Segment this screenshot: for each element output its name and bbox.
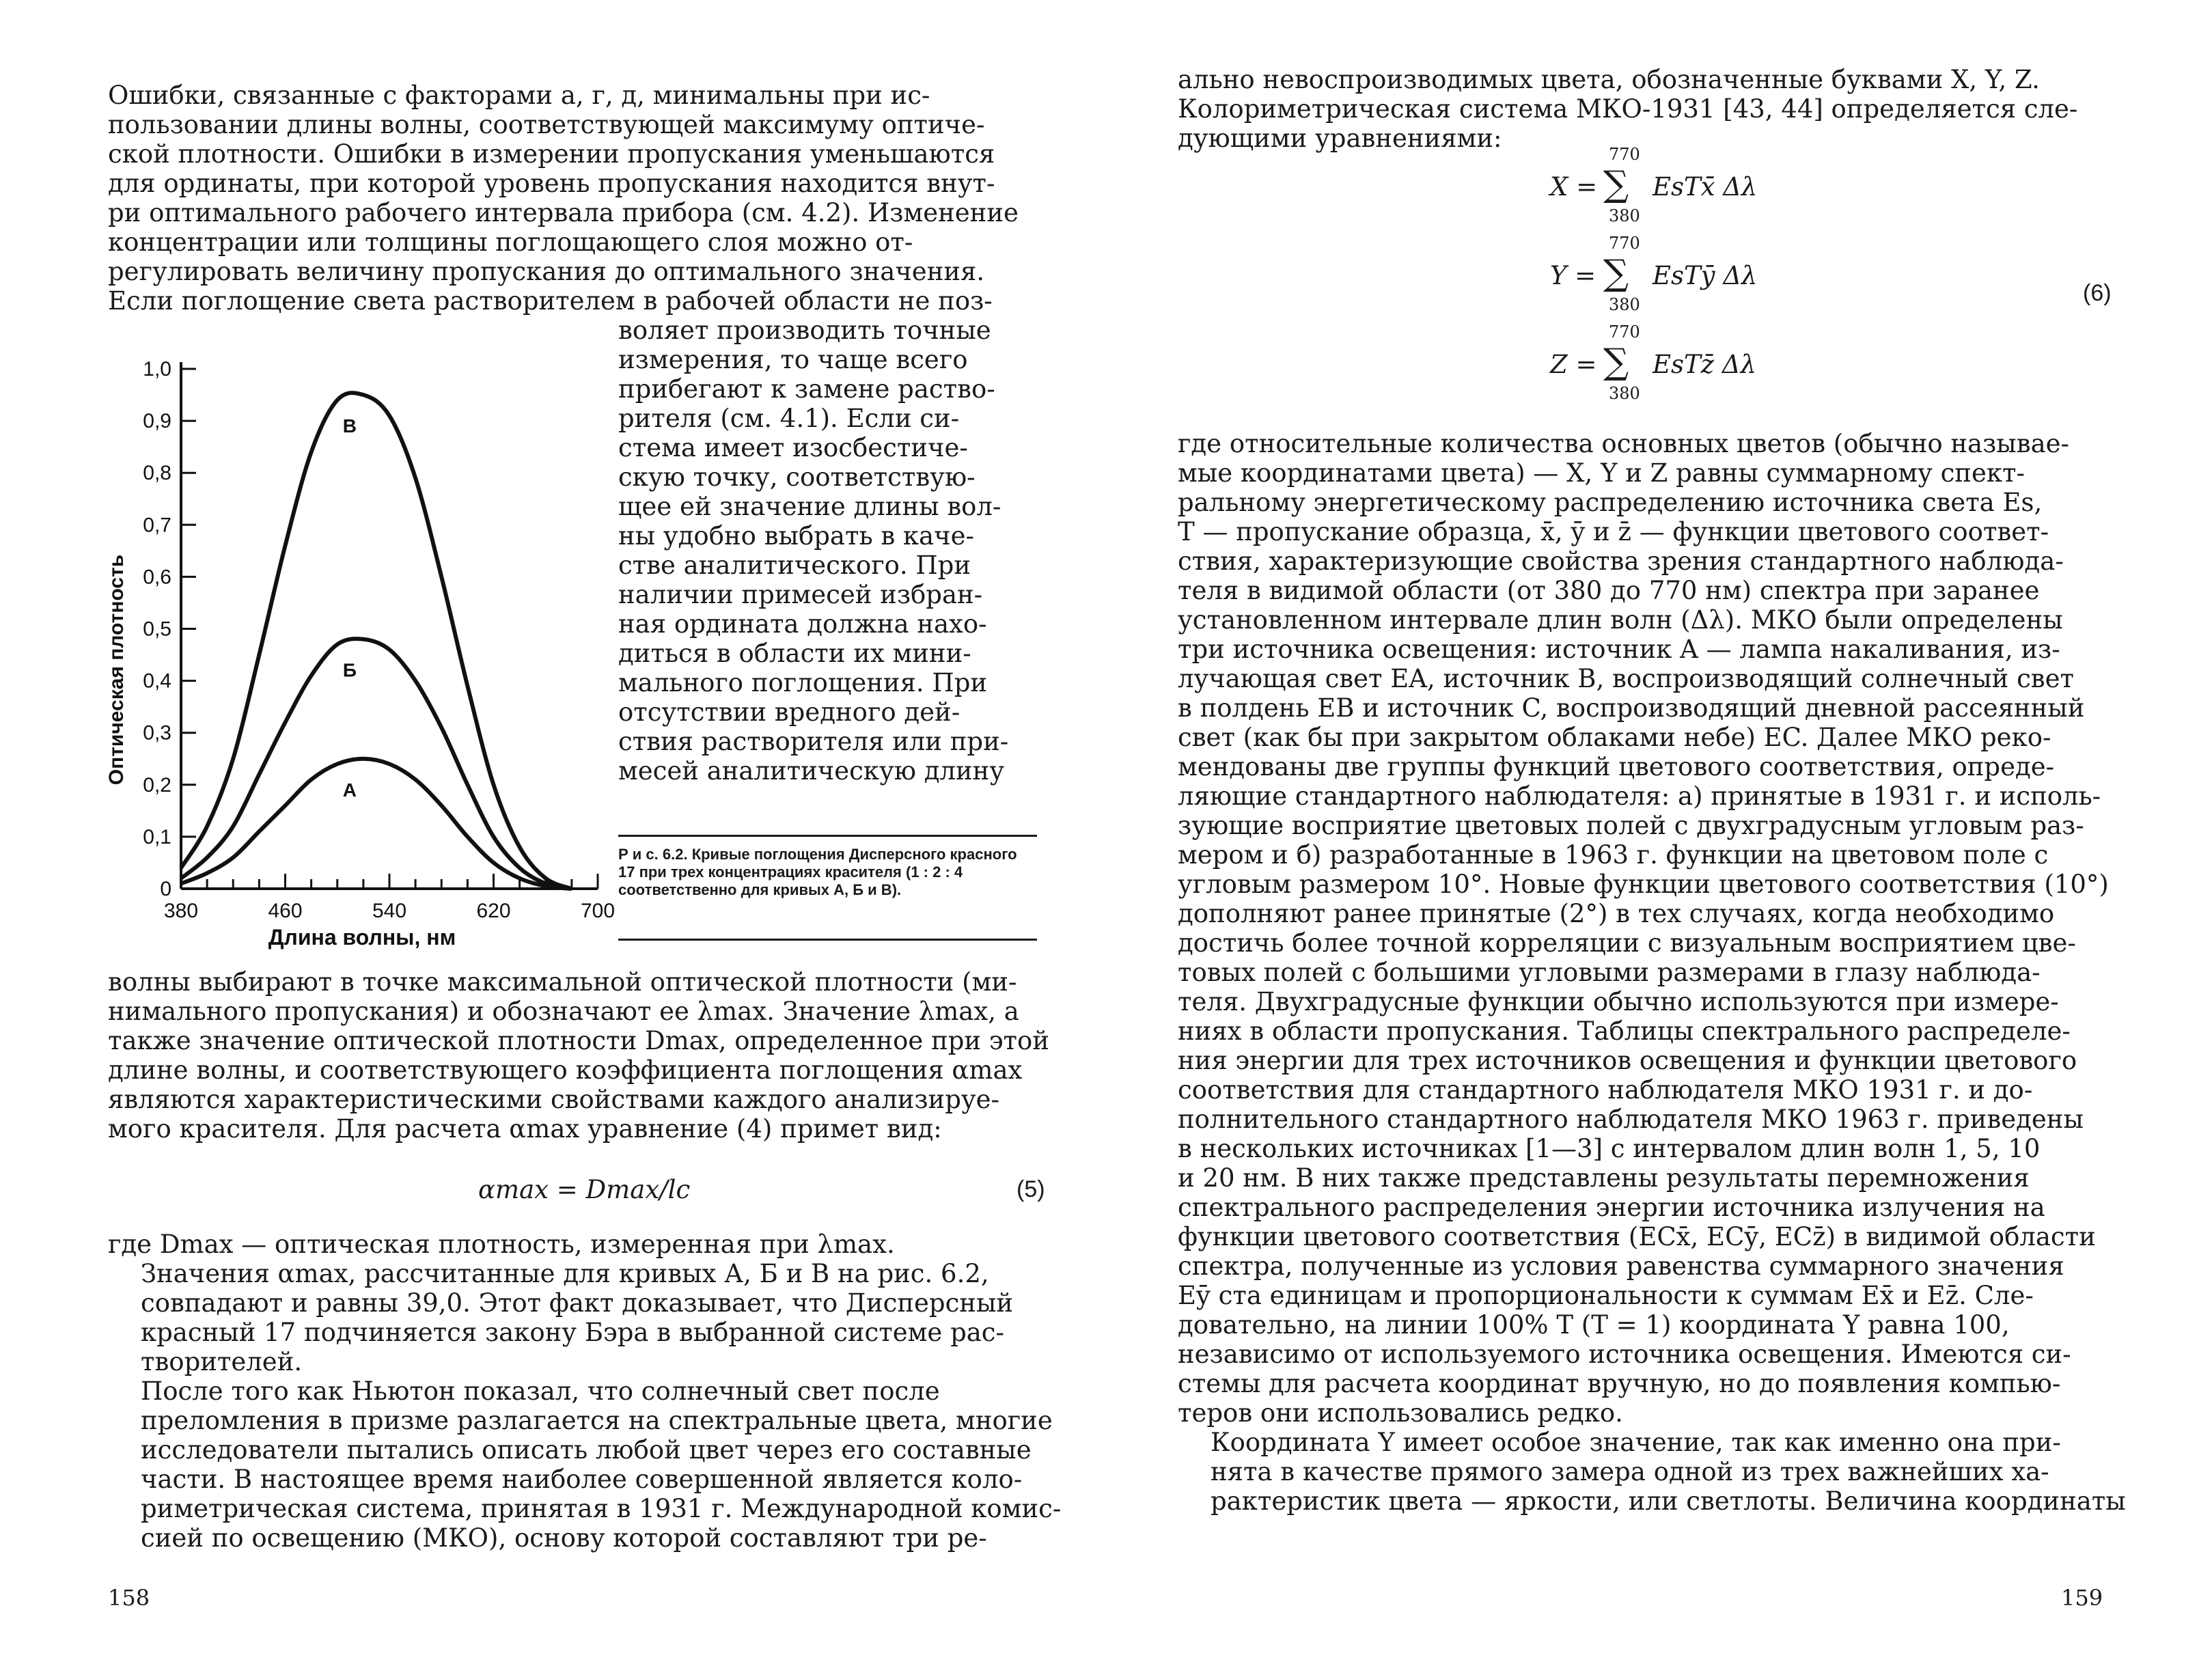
text-line: наличии примесей избран- — [618, 580, 983, 609]
text-line: достичь более точной корреляции с визуальным восприятием цве- — [1178, 928, 2076, 958]
text-line: мендованы две группы функций цветового соответствия, опреде- — [1178, 752, 2055, 781]
y-tick-label: 0 — [160, 878, 171, 900]
y-axis-label: Оптическая плотность — [105, 554, 128, 786]
y-tick-label: 0,7 — [143, 514, 171, 537]
para2 — [108, 1259, 1037, 1376]
text-line: красный 17 подчиняется закону Бэра в выбранной системе рас- — [141, 1318, 1005, 1347]
y-tick-label: 0,6 — [143, 566, 171, 589]
body-lines — [1178, 429, 2120, 1428]
last-paragraph — [1178, 1428, 2126, 1516]
text-line: части. В настоящее время наиболее совершенной является коло- — [141, 1465, 1023, 1494]
text-line: функции цветового соответствия (ECx̄, ECȳ, ECz̄) в видимой области — [1178, 1222, 2096, 1251]
text-line: соответствия для стандартного наблюдателя МКО 1931 г. и до- — [1178, 1075, 2033, 1105]
text-line: отсутствии вредного дей- — [618, 697, 960, 727]
equation-6-body: EsTz̄ Δλ — [1653, 350, 1757, 379]
text-line: свет (как бы при закрытом облаками небе) EC. Далее МКО реко- — [1178, 723, 2051, 752]
text-line: три источника освещения: источник A — лампа накаливания, из- — [1178, 635, 2060, 664]
text-line: мые координатами цвета) — X, Y и Z равны суммарному спект- — [1178, 458, 2025, 488]
equation-5: αmax = Dmax/lc — [478, 1175, 691, 1204]
sum-upper-limit: 770 — [1609, 322, 1640, 342]
side-lines — [618, 316, 1037, 786]
text-line: ния энергии для трех источников освещения и функции цветового — [1178, 1046, 2077, 1075]
after-figure-paragraph — [108, 967, 1049, 1144]
sum-lower-limit: 380 — [1609, 384, 1640, 403]
sum-upper-limit: 770 — [1609, 234, 1640, 253]
y-tick-label: 0,3 — [143, 721, 171, 745]
text-line: длине волны, и соответствующего коэффициента поглощения αmax — [108, 1055, 1023, 1085]
text-line: мером и б) разработанные в 1963 г. функции на цветовом поле с — [1178, 840, 2049, 870]
text-line: воляет производить точные — [618, 316, 991, 345]
y-tick-label: 1,0 — [143, 358, 171, 380]
text-line: пользовании длины волны, соответствующей максимуму оптиче- — [108, 110, 985, 139]
text-line: независимо от используемого источника освещения. Имеются си- — [1178, 1340, 2071, 1369]
caption-rule-bottom — [618, 939, 1037, 941]
text-line: мого красителя. Для расчета αmax уравнение (4) примет вид: — [108, 1114, 942, 1144]
text-line: концентрации или толщины поглощающего слоя можно от- — [108, 227, 913, 257]
text-line: скую точку, соответствую- — [618, 462, 976, 492]
text-line: щее ей значение длины вол- — [618, 492, 1001, 521]
text-line: угловым размером 10°. Новые функции цветового соответствия (10°) — [1178, 870, 2109, 899]
sum-lower-limit: 380 — [1609, 295, 1640, 314]
y-tick-label: 0,4 — [143, 669, 171, 693]
series-label: В — [342, 415, 357, 437]
text-line: рактеристик цвета — яркости, или светлоты. Величина координаты — [1211, 1486, 2126, 1516]
text-line: где относительные количества основных цветов (обычно называе- — [1178, 429, 2070, 458]
text-line: довательно, на линии 100% T (T = 1) координата Y равна 100, — [1178, 1310, 2010, 1340]
text-line: в полдень EB и источник C, воспроизводящий дневной рассеянный — [1178, 693, 2085, 723]
text-line: измерения, то чаще всего — [618, 345, 968, 374]
intro-lines — [108, 81, 1037, 316]
sum-upper-limit: 770 — [1609, 145, 1640, 164]
text-line: и 20 нм. В них также представлены результаты перемножения — [1178, 1163, 2030, 1193]
text-line: установленном интервале длин волн (Δλ). МКО были определены — [1178, 605, 2063, 635]
series-label: Б — [342, 659, 357, 681]
equation-6-lhs: X = — [1550, 172, 1598, 202]
text-line: теля в видимой области (от 380 до 770 нм) спектра при заранее — [1178, 576, 2040, 605]
absorption-chart — [102, 345, 616, 950]
right-top-paragraph — [1178, 65, 2120, 153]
text-line: сией по освещению (МКО), основу которой составляют три ре- — [141, 1523, 987, 1553]
equation-6-body: EsTx̄ Δλ — [1653, 172, 1758, 202]
series-line-0 — [181, 759, 572, 889]
text-line: стемы для расчета координат вручную, но до появления компью- — [1178, 1369, 2061, 1398]
x-tick-label: 460 — [268, 900, 303, 922]
text-line: ской плотности. Ошибки в измерении пропускания уменьшаются — [108, 139, 995, 169]
text-line: Значения αmax, рассчитанные для кривых А, Б и В на рис. 6.2, — [141, 1259, 989, 1288]
text-line: преломления в призме разлагается на спектральные цвета, многие — [141, 1406, 1053, 1435]
equation-6-lhs: Z = — [1550, 350, 1597, 379]
page-number-right: 159 — [2061, 1585, 2103, 1611]
para3 — [108, 1376, 1062, 1553]
text-line: месей аналитическую длину — [618, 756, 1005, 786]
text-line: ляющие стандартного наблюдателя: а) принятые в 1931 г. и исполь- — [1178, 781, 2101, 811]
text-line: риметрическая система, принятая в 1931 г. Международной комис- — [141, 1494, 1062, 1523]
text-line: Ошибки, связанные с факторами а, г, д, минимальны при ис- — [108, 81, 930, 110]
text-line: спектрального распределения энергии источника излучения на — [1178, 1193, 2045, 1222]
text-line: полнительного стандартного наблюдателя МКО 1963 г. приведены — [1178, 1105, 2084, 1134]
intro-paragraph — [108, 81, 1037, 316]
text-line: ально невоспроизводимых цвета, обозначенные буквами X, Y, Z. — [1178, 65, 2040, 94]
text-line: ствия растворителя или при- — [618, 727, 1009, 756]
text-line: для ординаты, при которой уровень пропускания находится внут- — [108, 169, 995, 198]
equation-5-number: (5) — [1017, 1176, 1045, 1202]
text-line: рителя (см. 4.1). Если си- — [618, 404, 960, 433]
text-line: ри оптимального рабочего интервала прибора (см. 4.2). Изменение — [108, 198, 1019, 227]
x-tick-label: 620 — [476, 900, 511, 922]
text-line: стве аналитического. При — [618, 551, 971, 580]
text-line: После того как Ньютон показал, что солнечный свет после — [141, 1376, 940, 1406]
sigma-sign: ∑ — [1603, 164, 1629, 205]
x-tick-label: 380 — [163, 900, 199, 922]
text-line: регулировать величину пропускания до оптимального значения. — [108, 257, 985, 286]
right-body-paragraph — [1178, 429, 2126, 1516]
text-line: исследователи пытались описать любой цвет через его составные — [141, 1435, 1032, 1465]
text-line: совпадают и равны 39,0. Этот факт доказывает, что Дисперсный — [141, 1288, 1014, 1318]
sum-lower-limit: 380 — [1609, 206, 1640, 225]
where-paragraph — [108, 1230, 1062, 1553]
text-line: Колориметрическая система МКО-1931 [43, 44] определяется сле- — [1178, 94, 2078, 124]
text-line: нимального пропускания) и обозначают ее λmax. Значение λmax, а — [108, 997, 1019, 1026]
text-line: T — пропускание образца, x̄, ȳ и z̄ — функции цветового соответ- — [1178, 517, 2049, 546]
right-page — [1106, 0, 2212, 1662]
sigma-sign: ∑ — [1603, 342, 1629, 383]
text-line: являются характеристическими свойствами каждого анализируе- — [108, 1085, 1000, 1114]
text-line: диться в области их мини- — [618, 639, 971, 668]
text-line: теров они использовались редко. — [1178, 1398, 1623, 1428]
figure-caption: Р и с. 6.2. Кривые поглощения Дисперсного красного 17 при трех концентрациях красителя (1 : 2 : 4 соответственно для кривых А, Б и В). — [618, 846, 1017, 898]
x-tick-label: 540 — [372, 900, 407, 922]
text-line: прибегают к замене раство- — [618, 374, 995, 404]
text-line: Если поглощение света растворителем в рабочей области не поз- — [108, 286, 993, 316]
text-line: также значение оптической плотности Dmax, определенное при этой — [108, 1026, 1049, 1055]
text-line: нята в качестве прямого замера одной из трех важнейших ха- — [1211, 1457, 2049, 1486]
text-line: ральному энергетическому распределению источника света Es, — [1178, 488, 2043, 517]
side-text-column — [618, 316, 1037, 786]
text-line: в нескольких источниках [1—3] с интервалом длин волн 1, 5, 10 — [1178, 1134, 2041, 1163]
x-axis-label: Длина волны, нм — [268, 925, 456, 950]
text-line: волны выбирают в точке максимальной оптической плотности (ми- — [108, 967, 1017, 997]
text-line: товых полей с большими угловыми размерами в глазу наблюда- — [1178, 958, 2041, 987]
text-line: ствия, характеризующие свойства зрения стандартного наблюда- — [1178, 546, 2064, 576]
text-line: ны удобно выбрать в каче- — [618, 521, 974, 551]
text-line: мального поглощения. При — [618, 668, 988, 697]
text-line: теля. Двухградусные функции обычно используются при измере- — [1178, 987, 2059, 1016]
after-lines — [108, 967, 1049, 1144]
y-tick-label: 0,8 — [143, 462, 171, 485]
page-number-left: 158 — [108, 1585, 150, 1611]
text-line: Координата Y имеет особое значение, так как именно она при- — [1211, 1428, 2061, 1457]
text-line: лучающая свет EA, источник B, воспроизводящий солнечный свет — [1178, 664, 2074, 693]
text-line: ниях в области пропускания. Таблицы спектрального распределе- — [1178, 1016, 2071, 1046]
caption-rule-top — [618, 835, 1037, 837]
where-line: где Dmax — оптическая плотность, измеренная при λmax. — [108, 1230, 895, 1259]
y-tick-label: 0,2 — [143, 773, 171, 797]
text-line: дополняют ранее принятые (2°) в тех случаях, когда необходимо — [1178, 899, 2055, 928]
text-line: зующие восприятие цветовых полей с двухградусным угловым раз- — [1178, 811, 2084, 840]
top-lines — [1178, 65, 2120, 153]
y-tick-label: 0,9 — [143, 410, 171, 433]
equation-6-number: (6) — [2083, 280, 2112, 306]
series-label: А — [342, 779, 357, 801]
equation-6-body: EsTȳ Δλ — [1653, 261, 1758, 290]
equation-6-lhs: Y = — [1550, 261, 1596, 290]
x-tick-label: 700 — [580, 900, 616, 922]
y-tick-label: 0,5 — [143, 618, 171, 641]
y-tick-label: 0,1 — [143, 825, 171, 848]
text-line: стема имеет изосбестиче- — [618, 433, 968, 462]
text-line: творителей. — [141, 1347, 303, 1376]
text-line: Eȳ ста единицам и пропорциональности к суммам Ex̄ и Ez̄. Сле- — [1178, 1281, 2034, 1310]
text-line: спектра, полученные из условия равенства суммарного значения — [1178, 1251, 2064, 1281]
text-line: дующими уравнениями: — [1178, 124, 1502, 153]
text-line: ная ордината должна нахо- — [618, 609, 987, 639]
sigma-sign: ∑ — [1603, 253, 1629, 294]
